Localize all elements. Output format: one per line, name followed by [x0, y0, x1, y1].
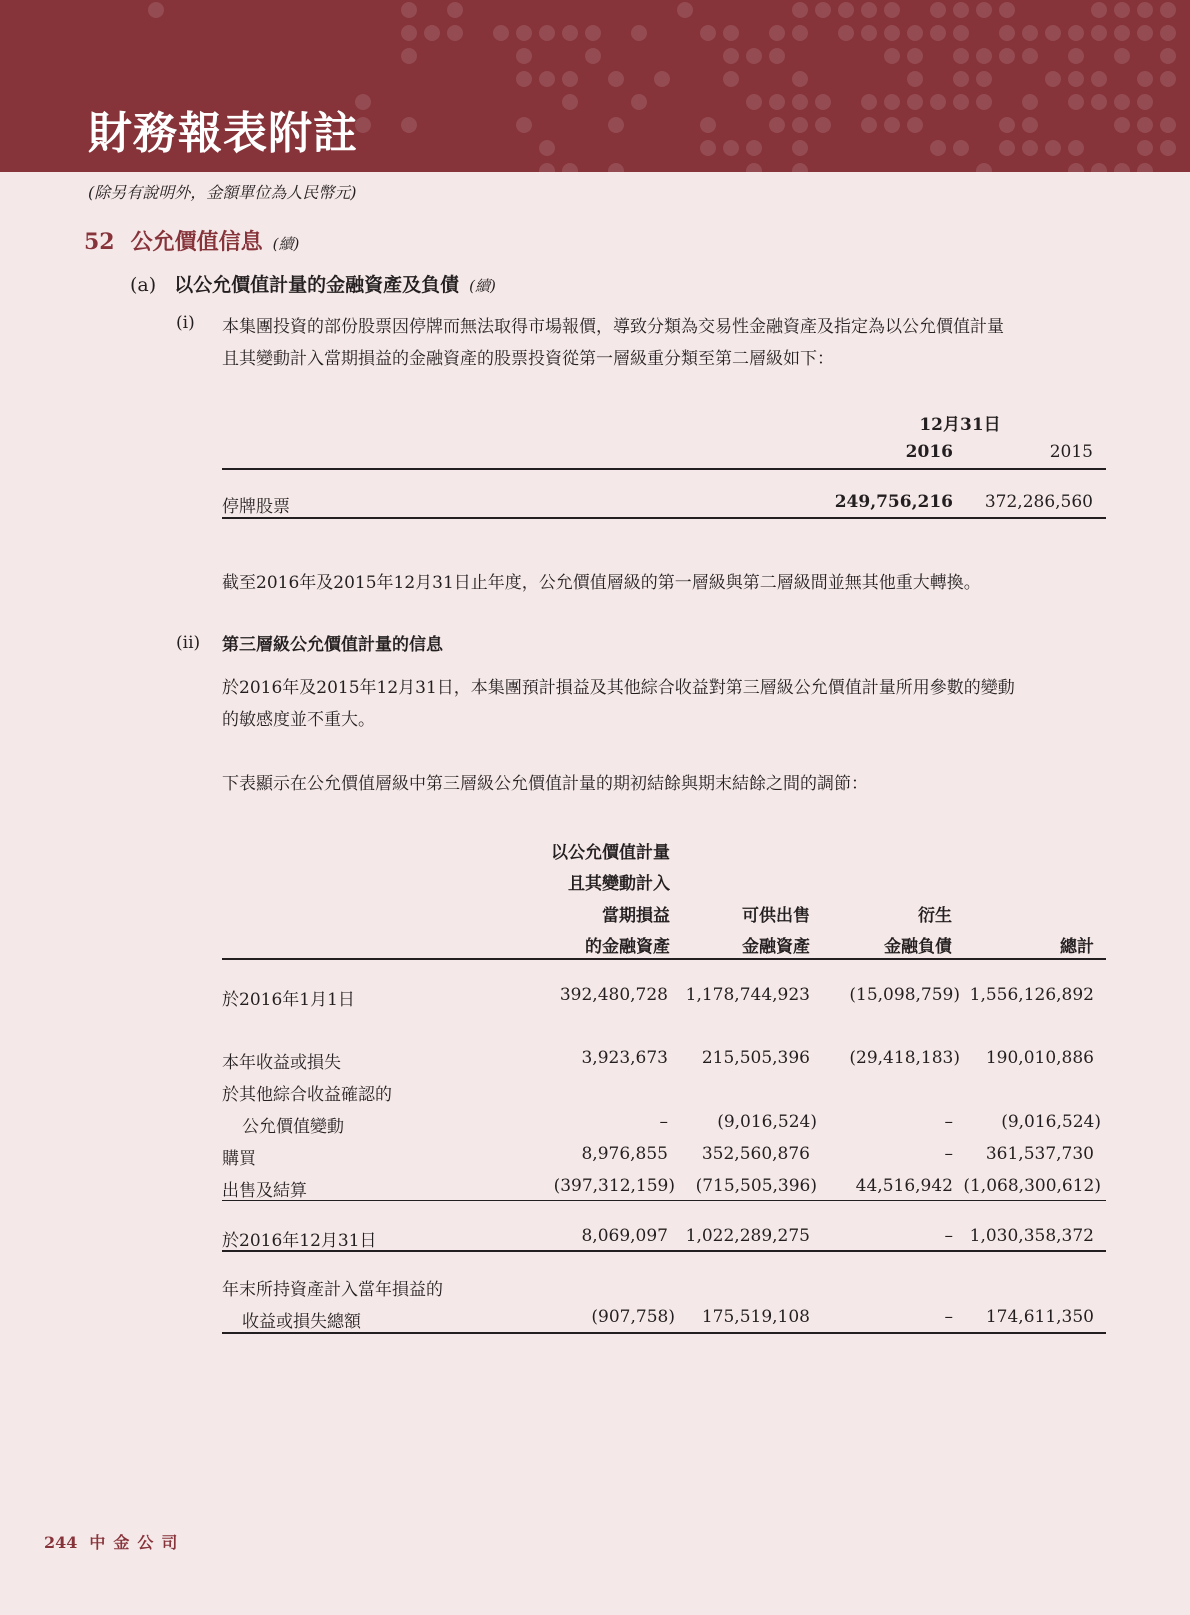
item-ii-intro: 下表顯示在公允價值層級中第三層級公允價值計量的期初結餘與期末結餘之間的調節： [222, 774, 868, 794]
table1-bottom-rule [222, 517, 1106, 519]
table-cell-v1: (907,758) [591, 1307, 675, 1327]
table-row-label: 於2016年12月31日 [222, 1231, 377, 1251]
item-i-paragraph [222, 311, 1107, 375]
table-cell-v4: 174,611,350 [985, 1307, 1094, 1327]
table-cell-v2: 1,022,289,275 [685, 1226, 810, 1246]
t2-h1-l2: 且其變動計入 [568, 874, 670, 894]
table1-val-2015: 372,286,560 [984, 492, 1093, 512]
subsection-cont: (續) [469, 277, 496, 295]
table-cell-v4: 190,010,886 [985, 1048, 1094, 1068]
table-cell-v2: (715,505,396) [695, 1176, 817, 1196]
table-cell-v3: (15,098,759) [849, 985, 960, 1005]
page-number: 244 [44, 1533, 78, 1552]
table-cell-v1: (397,312,159) [553, 1176, 675, 1196]
table-cell-v3: – [944, 1112, 953, 1132]
section-number: 52 [84, 229, 115, 255]
table-cell-v4: 361,537,730 [985, 1144, 1094, 1164]
t2-h3-l2: 金融負債 [884, 937, 952, 957]
table-cell-v2: 215,505,396 [701, 1048, 810, 1068]
item-ii-line2: 的敏感度並不重大。 [222, 710, 375, 730]
table-cell-v2: 352,560,876 [701, 1144, 810, 1164]
t2-h4: 總計 [1060, 937, 1094, 957]
table-cell-v4: 1,556,126,892 [969, 985, 1094, 1005]
page-title: 財務報表附註 [88, 108, 358, 159]
table-cell-v1: 8,069,097 [581, 1226, 668, 1246]
table-cell-v4: (1,068,300,612) [963, 1176, 1101, 1196]
header-banner [0, 0, 1190, 172]
table1-col-2015: 2015 [1049, 442, 1093, 462]
item-i-label: (i) [176, 313, 195, 333]
page-subtitle: (除另有說明外，金額單位為人民幣元) [88, 183, 357, 202]
table1-val-2016: 249,756,216 [834, 492, 953, 512]
table1-col-2016: 2016 [905, 442, 953, 462]
table-cell-v3: (29,418,183) [849, 1048, 960, 1068]
table-row-label: 於2016年1月1日 [222, 990, 355, 1010]
t2-h1-l1: 以公允價值計量 [551, 843, 670, 863]
table-cell-v3: – [944, 1307, 953, 1327]
table-cell-v1: – [659, 1112, 668, 1132]
subsection-title: 以公允價值計量的金融資產及負債 [174, 274, 460, 296]
page-footer [44, 1530, 185, 1553]
t2-h2-l1: 可供出售 [742, 906, 810, 926]
table1-row-label: 停牌股票 [222, 497, 290, 517]
company-name: 中金公司 [89, 1533, 186, 1552]
subsection-label: (a) [130, 274, 157, 296]
table-cell-v3: 44,516,942 [855, 1176, 953, 1196]
table1-group-header: 12月31日 [919, 415, 1001, 435]
table-cell-v4: (9,016,524) [1001, 1112, 1101, 1132]
table-cell-v2: 175,519,108 [701, 1307, 810, 1327]
item-i-note: 截至2016年及2015年12月31日止年度，公允價值層級的第一層級與第二層級間並無其他重大轉換。 [222, 573, 981, 593]
section-heading [84, 225, 299, 256]
t2-header-rule [222, 958, 1106, 960]
subsection-heading [130, 270, 496, 297]
item-ii-label: (ii) [176, 633, 201, 653]
table-cell-v2: 1,178,744,923 [685, 985, 810, 1005]
item-i-line2: 且其變動計入當期損益的金融資產的股票投資從第一層級重分類至第二層級如下： [222, 349, 834, 369]
item-ii-title: 第三層級公允價值計量的信息 [222, 635, 443, 655]
item-i-line1: 本集團投資的部份股票因停牌而無法取得市場報價，導致分類為交易性金融資產及指定為以公允價值計量 [222, 317, 1004, 337]
table-row-label: 出售及結算 [222, 1181, 307, 1201]
table-row-label: 年末所持資產計入當年損益的 [222, 1280, 443, 1300]
table-cell-v4: 1,030,358,372 [969, 1226, 1094, 1246]
t2-total-rule [222, 1250, 1106, 1252]
t2-bottom-rule [222, 1332, 1106, 1334]
table-cell-v1: 3,923,673 [581, 1048, 668, 1068]
item-ii-paragraph [222, 672, 1107, 736]
table-row-label: 收益或損失總額 [242, 1312, 361, 1332]
table-row-label: 公允價值變動 [242, 1117, 344, 1137]
table-cell-v2: (9,016,524) [717, 1112, 817, 1132]
table-row-label: 購買 [222, 1149, 256, 1169]
table-cell-v1: 8,976,855 [581, 1144, 668, 1164]
t2-subtotal-rule [222, 1200, 1106, 1201]
table1-header-rule [222, 468, 1106, 470]
table-cell-v3: – [944, 1226, 953, 1246]
section-title: 公允價值信息 [130, 229, 263, 255]
table-cell-v3: – [944, 1144, 953, 1164]
table-row-label: 於其他綜合收益確認的 [222, 1085, 392, 1105]
t2-h3-l1: 衍生 [918, 906, 952, 926]
t2-h2-l2: 金融資產 [742, 937, 810, 957]
t2-h1-l3: 當期損益 [602, 906, 670, 926]
section-cont: (續) [272, 235, 300, 253]
table-row-label: 本年收益或損失 [222, 1053, 341, 1073]
table-cell-v1: 392,480,728 [559, 985, 668, 1005]
t2-h1-l4: 的金融資產 [585, 937, 670, 957]
item-ii-line1: 於2016年及2015年12月31日，本集團預計損益及其他綜合收益對第三層級公允價值計量所用參數的變動 [222, 678, 1015, 698]
